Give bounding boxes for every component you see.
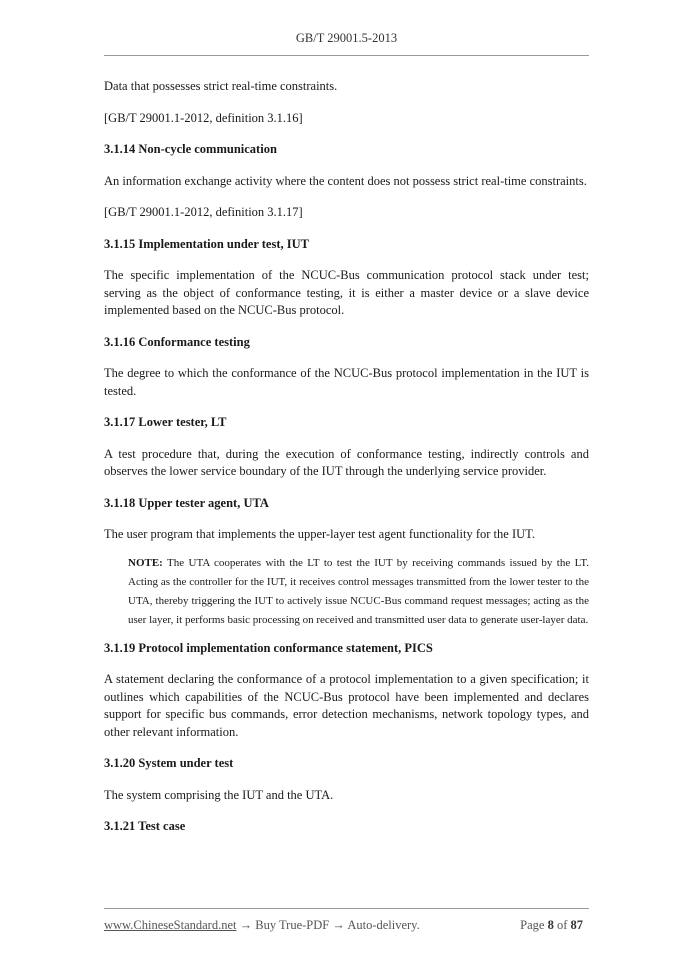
section-heading-3-1-18: 3.1.18 Upper tester agent, UTA xyxy=(104,495,269,510)
document-body xyxy=(104,78,589,850)
definition-paragraph: The user program that implements the upper-layer test agent functionality for the IUT. xyxy=(104,527,535,541)
reference-citation: [GB/T 29001.1-2012, definition 3.1.16] xyxy=(104,110,303,125)
note-text: The UTA cooperates with the LT to test the IUT by receiving commands issued by the LT. Acting as the controller for the IUT, it receives control messages transmitted from the lower tester to the UTA, thereby triggering the IUT to actively issue NCUC-Bus command request messages; acting as the user layer, it performs basic processing on received and transmitted user data to generate user-layer data. xyxy=(128,556,589,626)
reference-citation: [GB/T 29001.1-2012, definition 3.1.17] xyxy=(104,205,303,219)
page-word: Page xyxy=(520,918,545,932)
definition-paragraph: An information exchange activity where the content does not possess strict real-time constraints. xyxy=(104,173,587,188)
note-label: NOTE: xyxy=(128,556,163,569)
auto-delivery-text: Auto-delivery. xyxy=(347,918,420,932)
section-heading-3-1-21: 3.1.21 Test case xyxy=(104,819,186,833)
buy-pdf-text: Buy True-PDF xyxy=(255,918,330,932)
note-block xyxy=(128,554,589,630)
footer-links xyxy=(104,918,420,933)
current-page: 8 xyxy=(547,918,554,932)
definition-paragraph: A test procedure that, during the execution of conformance testing, indirectly controls and observes the lower service boundary of the IUT through the underlying service provider. xyxy=(104,446,589,478)
section-heading-3-1-16: 3.1.16 Conformance testing xyxy=(104,334,250,349)
site-link[interactable]: www.ChineseStandard.net xyxy=(104,918,237,932)
header-divider xyxy=(104,55,589,56)
paragraph: Data that possesses strict real-time constraints. xyxy=(104,79,338,93)
definition-paragraph: The degree to which the conformance of the NCUC-Bus protocol implementation in the IUT is tested. xyxy=(104,366,589,398)
of-word: of xyxy=(556,918,568,932)
definition-paragraph: A statement declaring the conformance of a protocol implementation to a given specification; it outlines which capabilities of the NCUC-Bus protocol have been implemented and declares support for specific bus commands, error detection mechanisms, network topology types, and other relevant information. xyxy=(104,672,589,739)
section-heading-3-1-20: 3.1.20 System under test xyxy=(104,756,234,770)
page-number xyxy=(520,918,583,933)
page-header: GB/T 29001.5-2013 xyxy=(295,31,398,45)
arrow-right-icon: → xyxy=(332,918,345,932)
arrow-right-icon: → xyxy=(239,918,253,932)
total-pages: 87 xyxy=(570,918,583,932)
section-heading-3-1-15: 3.1.15 Implementation under test, IUT xyxy=(104,236,309,251)
section-heading-3-1-17: 3.1.17 Lower tester, LT xyxy=(104,415,227,429)
definition-paragraph: The system comprising the IUT and the UTA. xyxy=(104,787,334,802)
section-heading-3-1-19: 3.1.19 Protocol implementation conformance statement, PICS xyxy=(104,640,433,655)
footer-divider xyxy=(104,908,589,909)
definition-paragraph: The specific implementation of the NCUC-Bus communication protocol stack under test; serving as the object of conformance testing, it is either a master device or a slave device implemented based on the NCUC-Bus protocol. xyxy=(104,268,589,317)
section-heading-3-1-14: 3.1.14 Non-cycle communication xyxy=(104,142,277,156)
